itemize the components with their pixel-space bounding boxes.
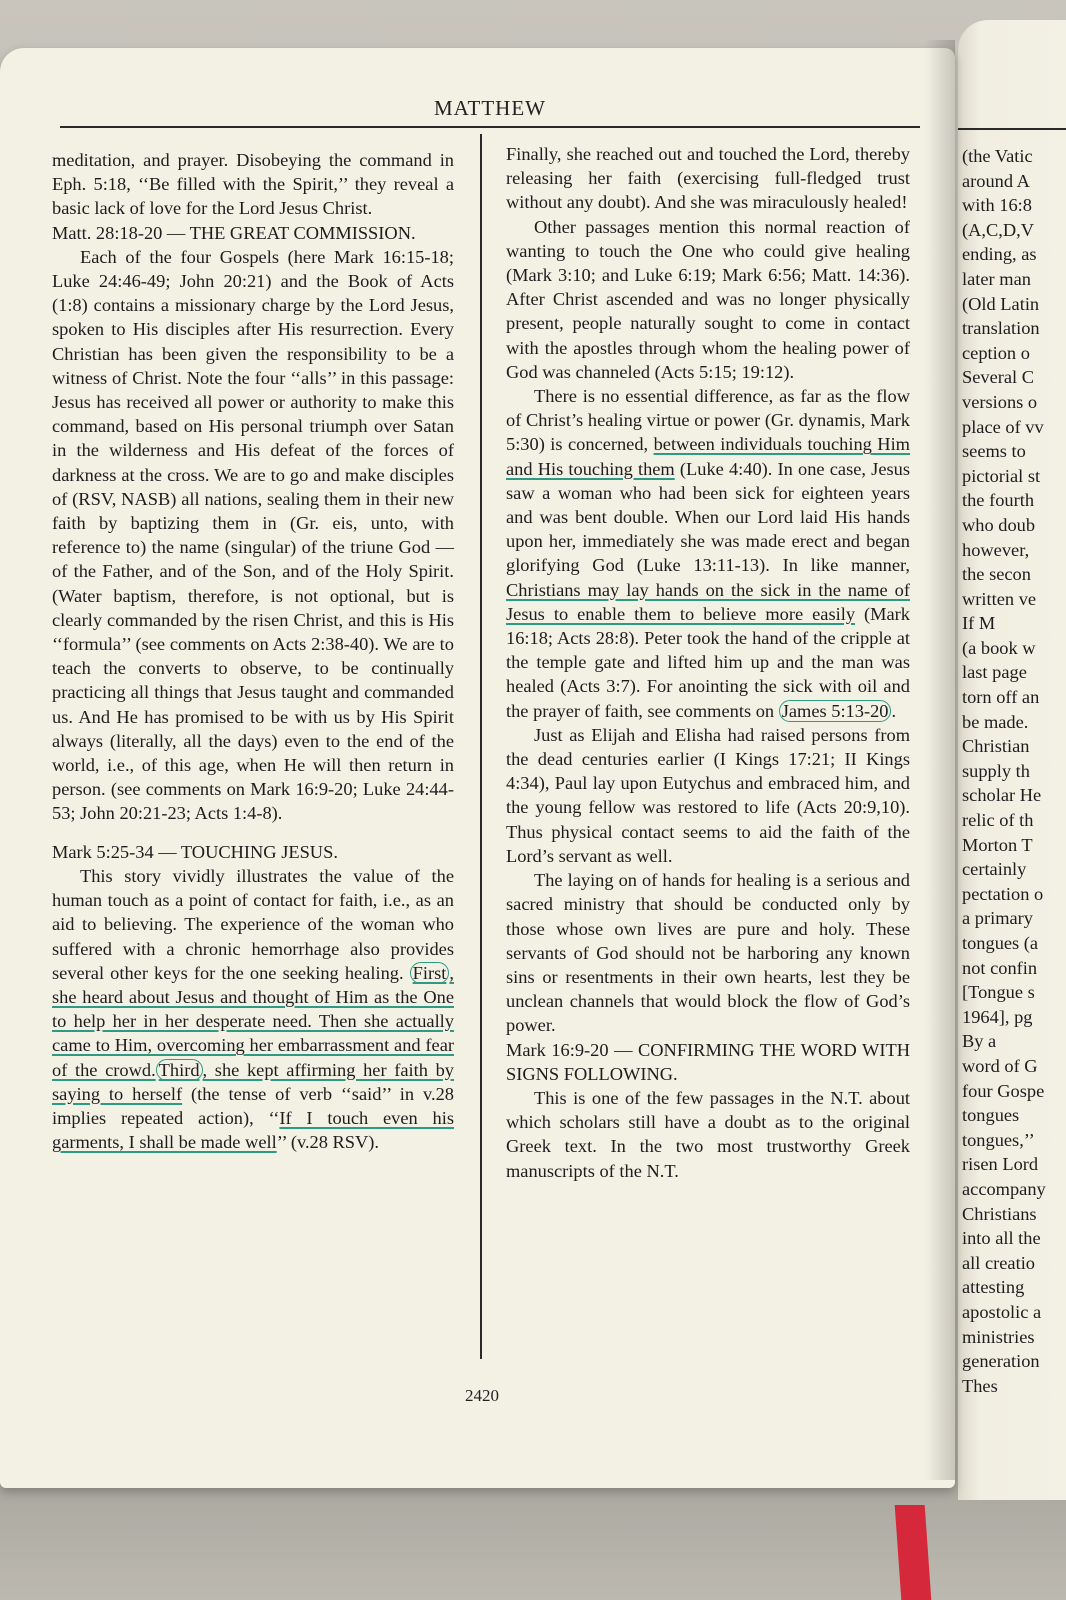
facing-page-line: risen Lord — [962, 1154, 1039, 1175]
text-run: ’’ (v.28 RSV). — [276, 1132, 380, 1153]
facing-page-line: written ve — [962, 588, 1037, 609]
facing-page-line: tongues (a — [962, 933, 1039, 953]
circled-word: First — [410, 962, 450, 984]
facing-page-line: Several C — [962, 367, 1035, 388]
facing-page-line: around A — [962, 170, 1030, 191]
facing-page-line: however, — [962, 539, 1030, 560]
facing-page-line: (Old Latin — [962, 293, 1040, 314]
facing-page-line: Thes — [962, 1375, 998, 1396]
page-gutter-shadow — [925, 40, 955, 1480]
facing-page-line: Christians — [962, 1203, 1037, 1224]
running-head: MATTHEW — [434, 96, 546, 120]
facing-page-line: scholar He — [962, 785, 1042, 806]
facing-page-line: pectation o — [962, 883, 1044, 904]
facing-page-text — [962, 144, 1046, 1398]
facing-page-line: last page — [962, 662, 1027, 683]
spacer — [52, 826, 454, 840]
facing-page-line: translation — [962, 318, 1040, 339]
section-heading: Mark 16:9-20 — CONFIRMING THE WORD WITH SIGNS FOLLOWING. — [506, 1039, 910, 1084]
facing-page-line: the secon — [962, 564, 1031, 585]
facing-page-line: If M — [962, 613, 996, 634]
facing-page-header-rule — [958, 128, 1066, 130]
right-column — [506, 142, 910, 1183]
facing-page-line: certainly — [962, 859, 1027, 880]
circled-word: Third — [156, 1059, 203, 1081]
highlighted-text: Christians may lay hands on the sick in the name of Jesus to enable them to believe more easily — [506, 579, 910, 624]
facing-page-line: pictorial st — [962, 465, 1041, 486]
paragraph — [52, 864, 454, 1154]
facing-page-line: word of G — [962, 1055, 1038, 1076]
facing-page-line: ending, as — [962, 244, 1037, 265]
paragraph: Each of the four Gospels (here Mark 16:15-18; Luke 24:46-49; John 20:21) and the Book of Acts (1:8) contains a missionary charge by the Lord Jesus, spoken to His disciples after His resurrection. Every Christian has been given the responsibility to be a witness of Christ. Note the four ‘‘alls’’ in this passage: Jesus has received all power or authority to make this command, based on His personal triumph over Satan in the wilderness and His defeat of the forces of darkness at the cross. We are to go and make disciples of (RSV, NASB) all nations, sealing them in their new faith by baptizing them in (Gr. eis, unto, with reference to) the name (singular) of the triune God — of the Father, and of the Son, and of the Holy Spirit. (Water baptism, therefore, is not optional, but is clearly commanded by the risen Christ, and this is His ‘‘formula’’ (see comments on Acts 2:38-40). We are to teach the converts to observe, to be continually practicing all things that Jesus taught and commanded us. And He has promised to be with us by His Spirit always (literally, all the days) even to the end of the world, i.e., of this age, when He will then return in person. (see comments on Mark 16:9-20; Luke 24:44-53; John 20:21-23; Acts 1:4-8). — [52, 246, 454, 824]
facing-page-line: versions o — [962, 391, 1038, 412]
facing-page-line: seems to — [962, 441, 1026, 462]
text-run: This story vividly illustrates the value of the human touch as a point of contact for faith, i.e., as an aid to believing. The experience of the woman who suffered with a chronic hemorrhage also provides several other keys for the one seeking healing. — [52, 865, 454, 983]
facing-page-line: tongues — [962, 1105, 1020, 1126]
facing-page-line: (the Vatic — [962, 146, 1033, 166]
highlighted-text: , she kept affirming her faith by saying to herself — [52, 1059, 454, 1104]
section-heading: Mark 5:25-34 — TOUCHING JESUS. — [52, 841, 338, 862]
facing-page-line: a primary — [962, 908, 1033, 929]
column-divider — [480, 134, 482, 1359]
facing-page-line: relic of th — [962, 810, 1034, 831]
left-column — [52, 148, 454, 1154]
facing-page-line: ministries — [962, 1326, 1035, 1347]
facing-page-line: attesting — [962, 1277, 1025, 1298]
facing-page-line: all creatio — [962, 1252, 1036, 1273]
highlighted-text: If I touch even his garments, I shall be made well — [52, 1107, 454, 1153]
paragraph: Just as Elijah and Elisha had raised persons from the dead centuries earlier (I Kings 17:21; II Kings 4:34), Paul lay upon Eutychus and embraced him, and the young fellow was restored to life (Acts 20:9,10). Thus physical contact seems to aid the faith of the Lord’s servant as well. — [506, 724, 910, 866]
text-run: (Luke 4:40). In one case, Jesus saw a woman who had been sick for eighteen years and was bent double. When our Lord laid His hands upon her, immediately she was made erect and began glorifying God (Luke 13:11-13). In like manner, — [506, 458, 910, 576]
paragraph: The laying on of hands for healing is a serious and sacred ministry that should be conducted only by those whose own lives are pure and holy. These servants of God should not be harboring any known sins or resentments in their own hearts, lest they be unclean channels that would block the flow of God’s power. — [506, 870, 910, 1036]
facing-page-line: later man — [962, 268, 1031, 289]
facing-page-line: apostolic a — [962, 1301, 1042, 1322]
facing-page-line: four Gospe — [962, 1080, 1045, 1101]
facing-page-line: be made. — [962, 711, 1029, 732]
paragraph: Finally, she reached out and touched the Lord, thereby releasing her faith (exercising full-fledged trust without any doubt). And she was miraculously healed! — [506, 144, 910, 213]
paragraph: This is one of the few passages in the N.T. about which scholars still have a doubt as to the original Greek text. In the two most trustworthy Greek manuscripts of the N.T. — [506, 1087, 910, 1181]
paragraph: Other passages mention this normal reaction of wanting to touch the One who could give healing (Mark 3:10; and Luke 6:19; Mark 6:56; Matt. 14:36). After Christ ascended and was no longer physically present, people naturally sought to come in contact with the apostles through whom the healing power of God was channeled (Acts 5:15; 19:12). — [506, 216, 910, 382]
facing-page-line: not confin — [962, 957, 1038, 978]
facing-page-line: tongues,’’ — [962, 1129, 1035, 1150]
paragraph — [506, 384, 910, 723]
facing-page-line: ception o — [962, 342, 1030, 363]
facing-page-line: (A,C,D,V — [962, 219, 1035, 240]
facing-page-line: generation — [962, 1351, 1040, 1372]
facing-page-line: torn off an — [962, 687, 1040, 708]
facing-page-line: who doub — [962, 514, 1036, 535]
header-rule — [60, 126, 920, 128]
facing-page-line: 1964], pg — [962, 1006, 1033, 1027]
text-run: There is no essential difference, as far as the flow of Christ’s healing virtue or power (Gr. dynamis, Mark 5:30) is concerned, — [506, 386, 910, 455]
section-heading: Matt. 28:18-20 — THE GREAT COMMISSION. — [52, 222, 416, 243]
facing-page-line: By a — [962, 1031, 997, 1052]
text-run: . — [891, 700, 897, 721]
facing-page-line: accompany — [962, 1178, 1046, 1199]
page-number: 2420 — [465, 1386, 499, 1405]
text-run: (Mark 16:18; Acts 28:8). Peter took the hand of the cripple at the temple gate and lifted him up and the man was healed (Acts 3:7). For anointing the sick with oil and the prayer of faith, see comments on — [506, 603, 910, 721]
facing-page-line: place of vv — [962, 416, 1044, 437]
facing-page-line: supply th — [962, 760, 1030, 781]
facing-page-line: Morton T — [962, 834, 1033, 855]
facing-page — [958, 20, 1066, 1500]
facing-page-line: into all the — [962, 1228, 1041, 1249]
highlighted-text: between individuals touching Him and His touching them — [506, 434, 910, 479]
facing-page-line: with 16:8 — [962, 195, 1032, 216]
facing-page-line: [Tongue s — [962, 982, 1035, 1003]
facing-page-line: (a book w — [962, 637, 1036, 658]
paragraph: meditation, and prayer. Disobeying the command in Eph. 5:18, ‘‘Be filled with the Spirit,’’ they reveal a basic lack of love for the Lord Jesus Christ. — [52, 150, 454, 219]
facing-page-line: the fourth — [962, 490, 1035, 511]
highlighted-text: , she heard about Jesus and thought of Him as the One to help her in her desperate need. Then she actually came to Him, overcoming her embarrassment and fear of the crowd. — [52, 962, 454, 1080]
text-run: (the tense of verb ‘‘said’’ in v.28 implies repeated action), ‘‘ — [52, 1083, 454, 1128]
circled-reference: James 5:13-20 — [779, 700, 892, 722]
facing-page-line: Christian — [962, 736, 1030, 757]
